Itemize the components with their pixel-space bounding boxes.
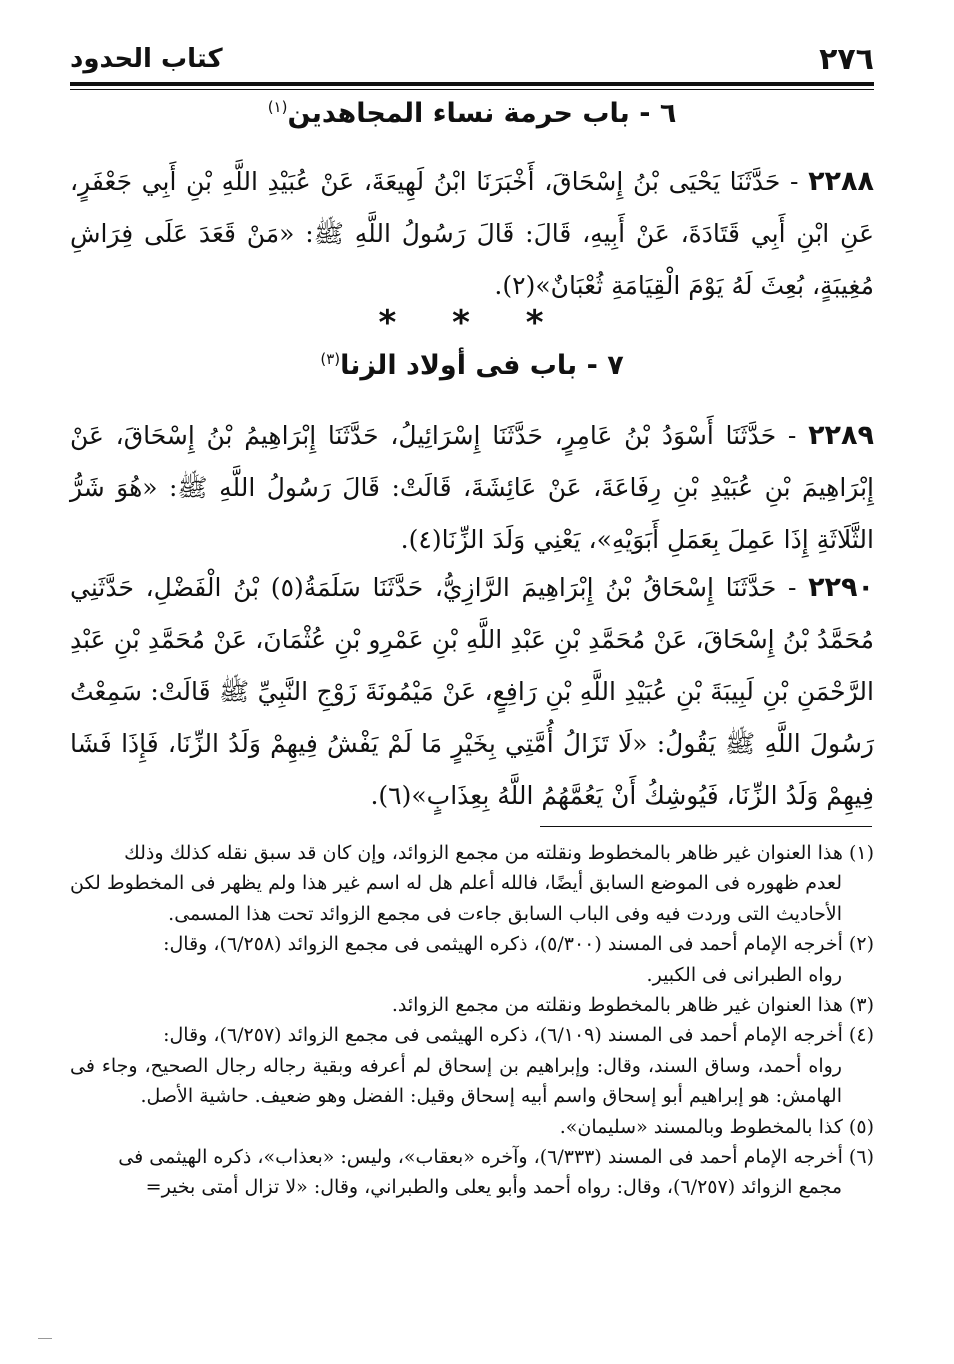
header-rule-thin (70, 89, 874, 90)
hadith-2288 (70, 156, 874, 312)
footnote-first-line: (٥) كذا بالمخطوط وبالمسند «سليمان». (559, 1115, 874, 1138)
footnote-first-line: (٤) أخرجه الإمام أحمد فى المسند (٦/١٠٩)، ذكره الهيثمى فى مجمع الزوائد (٦/٢٥٧)، وقال: (163, 1024, 874, 1047)
footnote-1 (70, 838, 874, 868)
footnote-divider (540, 826, 872, 827)
footnote-ref: (١) (267, 98, 288, 116)
footnote-first-line: (١) هذا العنوان غير ظاهر بالمخطوط ونقلته من مجمع الزوائد، وإن كان قد سبق نقله كذلك وذلك (124, 842, 874, 864)
hadith-number: ٢٢٩٠ (808, 572, 874, 603)
hadith-number: ٢٢٨٨ (808, 166, 874, 197)
section-heading-6 (70, 98, 874, 129)
footnotes (70, 838, 874, 1203)
section-heading-text: ٧ - باب فى أولاد الزنا (340, 350, 624, 381)
footnote-ref: (٣) (320, 350, 341, 368)
section-heading-7 (70, 350, 874, 381)
hadith-2290 (70, 562, 874, 822)
section-separator: * * * (378, 303, 566, 343)
book-title: كتاب الحدود (70, 44, 223, 74)
hadith-text: - حَدَّثَنَا إِسْحَاقُ بْنُ إِبْرَاهِيمَ الرَّازِيُّ، حَدَّثَنَا سَلَمَةُ(٥) بْنُ الْفَضْلِ، حَدَّثَنِي مُحَمَّدُ بْنُ إِسْحَاقَ، عَنْ مُحَمَّدِ بْنِ عَبْدِ اللَّهِ بْنِ عَمْرِو بْنِ عُثْمَانَ، عَنْ مُحَمَّدِ بْنِ عَبْدِ الرَّحْمَنِ بْنِ لَبِيبَةَ بْنِ عُبَيْدِ اللَّهِ بْنِ رَافِعٍ، عَنْ مَيْمُونَةَ زَوْجِ النَّبِيِّ ﷺ قَالَتْ: سَمِعْتُ رَسُولَ اللَّهِ ﷺ يَقُولُ: «لَا تَزَالُ أُمَّتِي بِخَيْرٍ مَا لَمْ يَفْشُ فِيهِمْ وَلَدُ الزِّنَا، فَإِذَا فَشَا فِيهِمْ وَلَدُ الزِّنَا، فَيُوشِكُ أَنْ يَعُمَّهُمُ اللَّهُ بِعِذَابٍ»(٦). (70, 573, 874, 810)
footnote-2 (70, 929, 874, 959)
footnote-first-line: (٣) هذا العنوان غير ظاهر بالمخطوط ونقلته من مجمع الزوائد. (391, 994, 874, 1017)
footnote-6 (70, 1142, 874, 1172)
footnote-2-cont: رواه الطبرانى فى الكبير. (646, 963, 842, 986)
scan-mark (38, 1338, 52, 1339)
hadith-text: - حَدَّثَنَا أَسْوَدُ بْنُ عَامِرٍ، حَدَّثَنَا إِسْرَائِيلُ، حَدَّثَنَا إِبْرَاهِيمُ بْنُ إِسْحَاقَ، عَنْ إِبْرَاهِيمَ بْنِ عُبَيْدِ بْنِ رِفَاعَةَ، عَنْ عَائِشَةَ، قَالَتْ: قَالَ رَسُولُ اللَّهِ ﷺ: «هُوَ شَرُّ الثَّلَاثَةِ إِذَا عَمِلَ بِعَمَلِ أَبَوَيْهِ»، يَعْنِي وَلَدَ الزِّنَا(٤). (70, 421, 874, 554)
footnote-first-line: (٦) أخرجه الإمام أحمد فى المسند (٦/٣٣٣)، وآخره «بعقاب»، وليس: «بعذاب»، ذكره الهيثمى فى (118, 1146, 874, 1169)
page-header (70, 38, 874, 78)
footnote-6-cont: مجمع الزوائد (٦/٢٥٧)، وقال: رواه أحمد وأبو يعلى والطبراني، وقال: «لا تزال أمتى بخير= (145, 1176, 842, 1199)
hadith-text: - حَدَّثَنَا يَحْيَى بْنُ إِسْحَاقَ، أَخْبَرَنَا ابْنُ لَهِيعَةَ، عَنْ عُبَيْدِ اللَّهِ بْنِ أَبِي جَعْفَرٍ، عَنِ ابْنِ أَبِي قَتَادَةَ، عَنْ أَبِيهِ، قَالَ: قَالَ رَسُولُ اللَّهِ ﷺ: «مَنْ قَعَدَ عَلَى فِرَاشِ مُغِيبَةٍ، بُعِثَ لَهُ يَوْمَ الْقِيَامَةِ ثُعْبَانٌ»(٢). (70, 167, 874, 300)
footnote-first-line: (٢) أخرجه الإمام أحمد فى المسند (٥/٣٠٠)، ذكره الهيثمى فى مجمع الزوائد (٦/٢٥٨)، وقال: (163, 933, 874, 956)
header-rule-thick (70, 82, 874, 86)
footnote-4-cont: رواه أحمد، وساق السند، وقال: وإبراهيم بن إسحاق لم أعرفه وبقية رجاله رجال الصحيح، وجاء فى الهامش: هو إبراهيم أبو إسحاق واسم أبيه إسحاق وقيل: الفضل وهو ضعيف. حاشية الأصل. (70, 1054, 842, 1108)
section-heading-text: ٦ - باب حرمة نساء المجاهدين (287, 98, 677, 129)
footnote-1-cont: لعدم ظهوره فى الموضع السابق أيضًا، فالله أعلم هل له اسم غير هذا ولم يظهر فى المخطوط لكن الأحاديث التى وردت فيه وفى الباب السابق جاءت فى مجمع الزوائد تحت هذا المسمى. (70, 872, 842, 925)
page-number: ٢٧٦ (819, 42, 874, 77)
hadith-2289 (70, 410, 874, 566)
footnote-4 (70, 1020, 874, 1050)
hadith-number: ٢٢٨٩ (808, 420, 874, 451)
footnote-5 (70, 1112, 874, 1142)
footnote-3 (70, 990, 874, 1020)
